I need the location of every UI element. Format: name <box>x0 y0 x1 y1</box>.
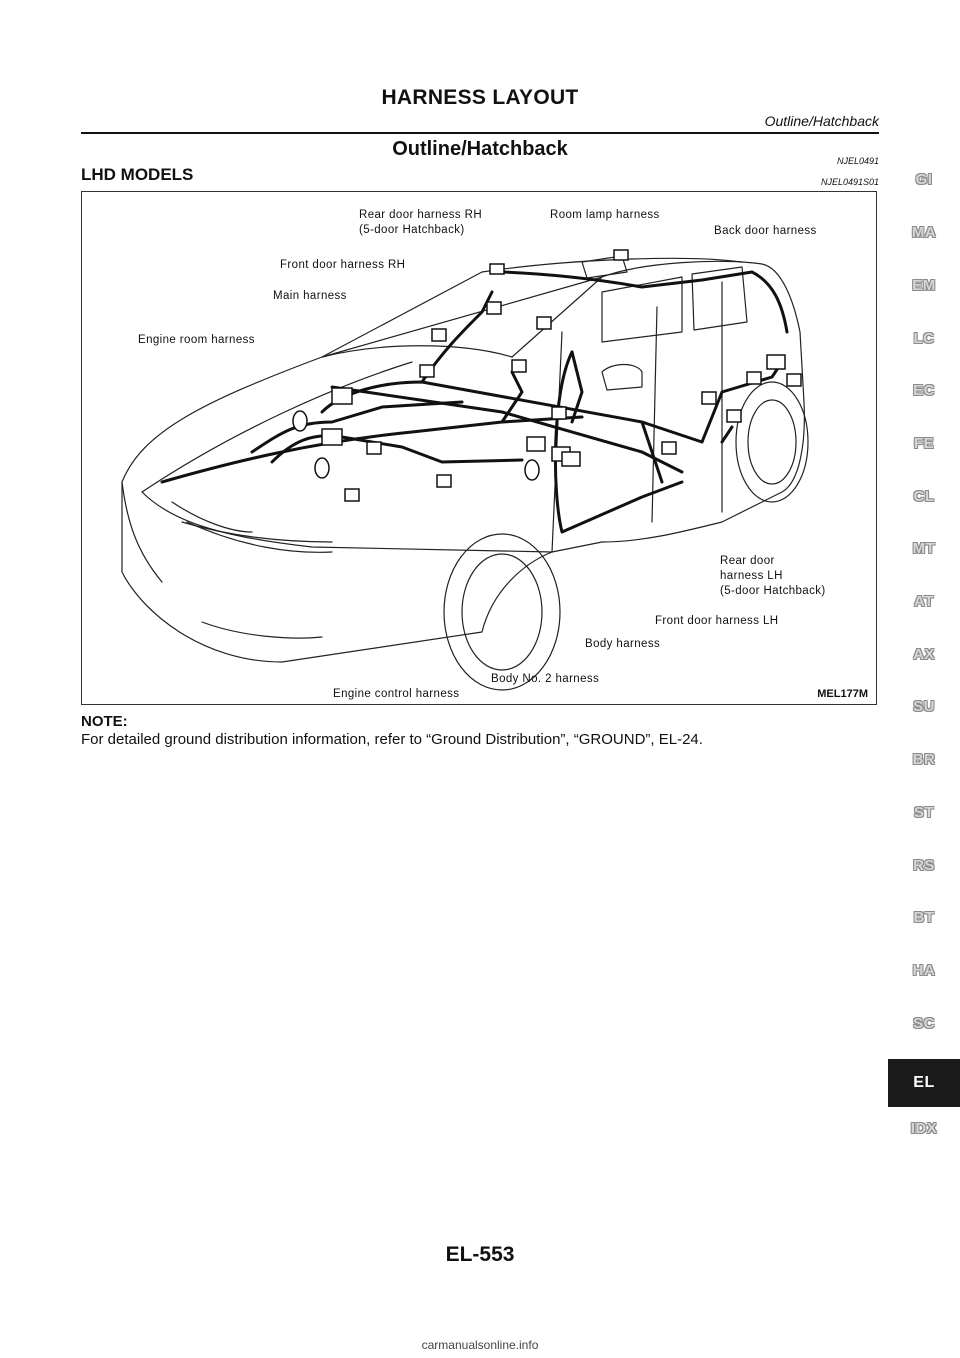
subsection-title: LHD MODELS <box>81 165 194 184</box>
figure-id: MEL177M <box>817 688 868 700</box>
callout-front-door-harness-rh: Front door harness RH <box>280 259 406 271</box>
side-tab-ax[interactable]: AX <box>913 646 935 663</box>
note-text: For detailed ground distribution information, refer to “Ground Distribution”, “GROUND”, EL-24. <box>81 731 703 748</box>
callout-engine-room-harness: Engine room harness <box>138 334 255 346</box>
note-label: NOTE: <box>81 713 128 730</box>
side-tab-cl[interactable]: CL <box>913 488 935 505</box>
callout-engine-control-harness: Engine control harness <box>333 688 460 700</box>
side-tab-gi[interactable]: GI <box>915 171 933 188</box>
callout-back-door-harness: Back door harness <box>714 225 817 237</box>
side-tab-el-active[interactable]: EL <box>888 1059 960 1107</box>
side-tab-sc[interactable]: SC <box>913 1015 935 1032</box>
callout-front-door-harness-lh: Front door harness LH <box>655 615 779 627</box>
page-number: EL-553 <box>445 1243 515 1266</box>
side-tab-st[interactable]: ST <box>913 804 935 821</box>
side-tab-em[interactable]: EM <box>912 277 936 294</box>
side-tab-ha[interactable]: HA <box>912 962 936 979</box>
callout-room-lamp-harness: Room lamp harness <box>550 209 660 221</box>
running-header-subtitle: Outline/Hatchback <box>764 113 879 129</box>
callout-body-harness: Body harness <box>585 638 661 650</box>
callout-rear-door-harness-rh: Rear door harness RH (5-door Hatchback) <box>359 209 483 236</box>
side-tab-ma[interactable]: MA <box>911 224 937 241</box>
side-tab-su[interactable]: SU <box>913 698 935 715</box>
callout-main-harness: Main harness <box>273 290 347 302</box>
section-title: Outline/Hatchback <box>392 138 568 160</box>
side-tab-lc[interactable]: LC <box>913 330 935 347</box>
side-tab-rs[interactable]: RS <box>913 857 935 874</box>
side-tab-ec[interactable]: EC <box>913 382 935 399</box>
callout-rear-door-harness-lh: Rear door harness LH (5-door Hatchback) <box>720 555 826 597</box>
callout-body-no2-harness: Body No. 2 harness <box>491 673 600 685</box>
harness-layout-figure <box>81 191 877 705</box>
side-tab-at[interactable]: AT <box>914 593 934 610</box>
side-tab-mt[interactable]: MT <box>912 540 936 557</box>
side-tab-br[interactable]: BR <box>912 751 936 768</box>
subsection-code: NJEL0491S01 <box>820 177 879 187</box>
side-tab-bt[interactable]: BT <box>913 909 935 926</box>
watermark: carmanualsonline.info <box>421 1338 539 1352</box>
running-header-title: HARNESS LAYOUT <box>381 86 579 109</box>
side-tab-idx[interactable]: IDX <box>910 1120 938 1137</box>
side-tab-fe[interactable]: FE <box>913 435 935 452</box>
section-code: NJEL0491 <box>836 156 879 166</box>
header-rule <box>81 132 879 134</box>
